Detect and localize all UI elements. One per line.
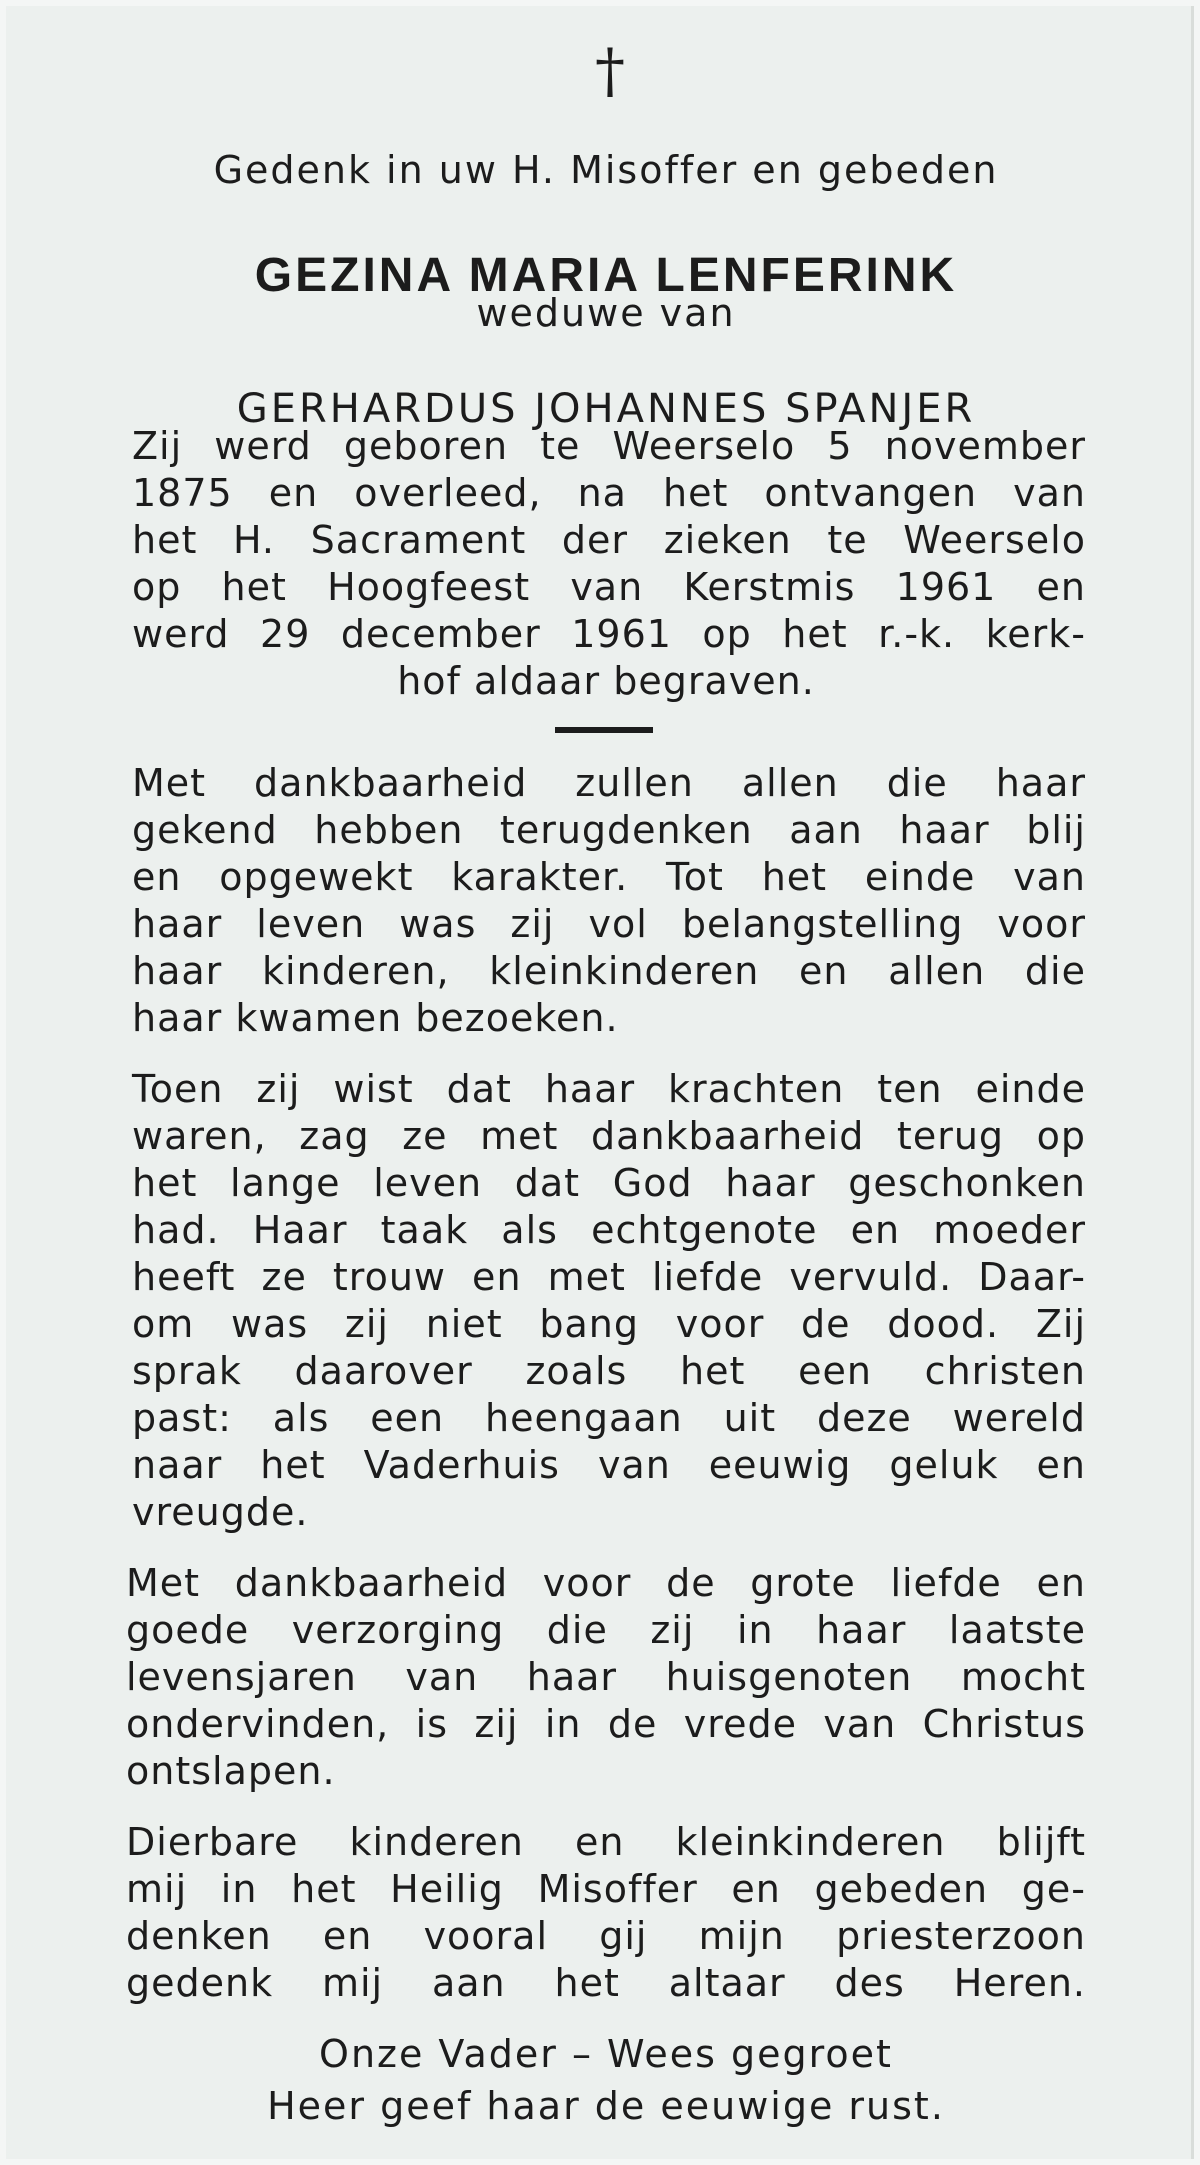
bio-line: werd 29 december 1961 op het r.-k. kerk- xyxy=(132,612,1086,656)
paragraph-line: levensjaren van haar huisgenoten mocht xyxy=(126,1655,1086,1699)
intro-line: Gedenk in uw H. Misoffer en gebeden xyxy=(213,148,999,192)
paragraph-line: past: als een heengaan uit deze wereld xyxy=(132,1396,1086,1440)
husband-name: GERHARDUS JOHANNES SPANJER xyxy=(236,386,976,432)
paragraph-line: sprak daarover zoals het een christen xyxy=(132,1349,1086,1393)
paragraph-line: ontslapen. xyxy=(126,1749,336,1793)
memorial-card xyxy=(6,6,1194,2159)
closing-line: Heer geef haar de eeuwige rust. xyxy=(267,2084,945,2128)
bio-line: op het Hoogfeest van Kerstmis 1961 en xyxy=(132,565,1086,609)
paragraph-line: Met dankbaarheid zullen allen die haar xyxy=(132,761,1086,805)
paragraph-line: Toen zij wist dat haar krachten ten einde xyxy=(132,1067,1086,1111)
paragraph-line: gekend hebben terugdenken aan haar blij xyxy=(132,808,1086,852)
bio-line: hof aldaar begraven. xyxy=(397,659,815,703)
paragraph-line: waren, zag ze met dankbaarheid terug op xyxy=(132,1114,1086,1158)
paragraph-line: naar het Vaderhuis van eeuwig geluk en xyxy=(132,1443,1086,1487)
paragraph-line: het lange leven dat God haar geschonken xyxy=(132,1161,1086,1205)
paragraph-line: Dierbare kinderen en kleinkinderen blijft xyxy=(126,1820,1086,1864)
widow-of-label: weduwe van xyxy=(476,291,736,335)
paragraph-line: haar kwamen bezoeken. xyxy=(132,996,619,1040)
paragraph-line: goede verzorging die zij in haar laatste xyxy=(126,1608,1086,1652)
paragraph-line: ondervinden, is zij in de vrede van Christus xyxy=(126,1702,1086,1746)
bio-line: 1875 en overleed, na het ontvangen van xyxy=(132,471,1086,515)
paragraph-line: heeft ze trouw en met liefde vervuld. Daar- xyxy=(132,1255,1086,1299)
paragraph-line: had. Haar taak als echtgenote en moeder xyxy=(132,1208,1086,1252)
cross-icon: † xyxy=(595,36,625,106)
paragraph-line: Met dankbaarheid voor de grote liefde en xyxy=(126,1561,1086,1605)
prayers-line: Onze Vader – Wees gegroet xyxy=(319,2032,893,2076)
bio-line: het H. Sacrament der zieken te Weerselo xyxy=(132,518,1086,562)
paragraph-line: gedenk mij aan het altaar des Heren. xyxy=(126,1961,1086,2005)
paragraph-line: om was zij niet bang voor de dood. Zij xyxy=(132,1302,1086,1346)
paragraph-line: vreugde. xyxy=(132,1490,309,1534)
paragraph-line: haar kinderen, kleinkinderen en allen die xyxy=(132,949,1086,993)
divider xyxy=(555,727,653,733)
paragraph-line: haar leven was zij vol belangstelling voor xyxy=(132,902,1086,946)
bio-line: Zij werd geboren te Weerselo 5 november xyxy=(132,424,1086,468)
paragraph-line: mij in het Heilig Misoffer en gebeden ge- xyxy=(126,1867,1086,1911)
paragraph-line: denken en vooral gij mijn priesterzoon xyxy=(126,1914,1086,1958)
deceased-name: GEZINA MARIA LENFERINK xyxy=(254,249,958,302)
paragraph-line: en opgewekt karakter. Tot het einde van xyxy=(132,855,1086,899)
